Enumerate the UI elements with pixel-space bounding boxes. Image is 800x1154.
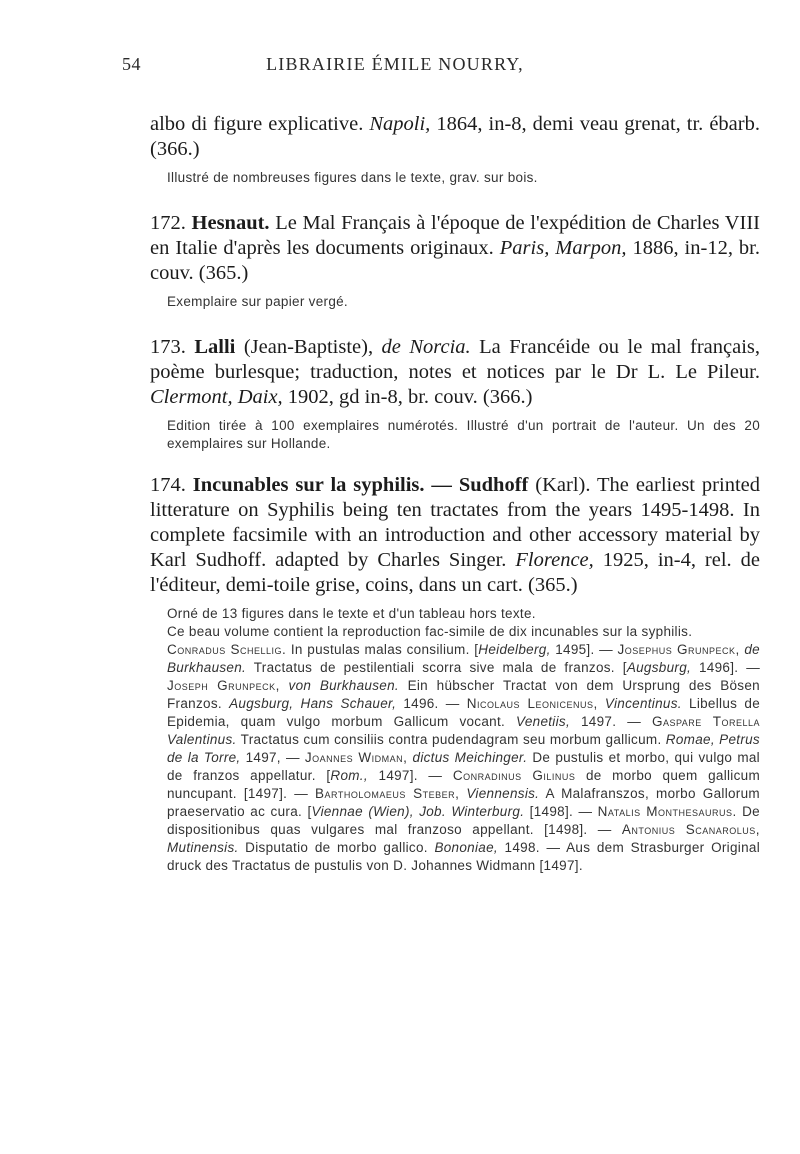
incunable-title: Tractatus cum consiliis contra pudendagram seu morbum gallicum. [236, 732, 666, 747]
incunable-imprint: Augsburg, [626, 660, 692, 675]
entry-note [167, 169, 760, 187]
incunable-imprint: Viennae (Wien), Job. Winterburg. [311, 804, 525, 819]
incunable-title: A Malafranszos, morbo Gallorum praeservatio ac cura. [ [167, 786, 760, 819]
entry-author-forename: (Karl). [528, 474, 591, 496]
incunable-author-origin: dictus Meichinger. [412, 750, 528, 765]
incunable-date: [1498]. — [524, 804, 598, 819]
entry-text [150, 473, 760, 598]
incunable-author-origin: Valentinus. [167, 732, 237, 747]
catalogue-entry-174 [150, 473, 760, 875]
incunable-date: 1496]. — [691, 660, 760, 675]
entry-note [167, 417, 760, 453]
entry-number: 173. [150, 336, 186, 358]
incunable-title: de morbo quem gallicum nuncupant. [1497]. — [167, 768, 761, 801]
entry-title: Le Mal Français à l'époque de l'expédition de Charles VIII en Italie d'après les documents originaux. [150, 212, 761, 259]
incunable-date: 1495]. — [550, 642, 618, 657]
page-number: 54 [122, 54, 141, 74]
entry-continuation [150, 112, 760, 187]
entry-title: The earliest printed litterature on Syphilis being ten tractates from the years 1495-1498. In complete facsimile with an introduction and other accessory material by Karl Sudhoff. adapted by Charles Singer. [150, 474, 760, 571]
incunable-author-origin: Mutinensis. [167, 840, 239, 855]
entry-note [167, 605, 760, 875]
incunable-author: Joannes Widman, [304, 750, 408, 765]
entry-details: 1864, in-8, demi veau grenat, tr. ébarb. (366.) [150, 113, 760, 160]
entry-author: Incunables sur la syphilis. — Sudhoff [192, 474, 529, 496]
incunable-date: 1497. — [570, 714, 652, 729]
entry-note [167, 293, 760, 311]
entry-author: Hesnaut. [191, 212, 270, 234]
incunables-list [167, 641, 760, 875]
incunable-imprint: Romae, Petrus de la Torre, [167, 732, 760, 765]
imprint-place: Clermont, Daix, [150, 386, 283, 408]
entry-details: 1886, in-12, br. couv. (365.) [150, 237, 760, 284]
incunable-date: 1497, — [240, 750, 305, 765]
incunable-imprint: Heidelberg, [478, 642, 551, 657]
entry-title: La Francéide ou le mal français, poème burlesque; traduction, notes et notices par le Dr L. Le Pileur. [150, 336, 761, 383]
incunable-imprint: Augsburg, Hans Schauer, [229, 696, 397, 711]
entry-number: 172. [150, 212, 186, 234]
imprint-place: Paris, Marpon, [499, 237, 627, 259]
incunable-author: Conradus Schellig. [167, 642, 287, 657]
incunable-author: Antonius Scanarolus, [621, 822, 760, 837]
incunable-author: Conradinus Gilinus [452, 768, 576, 783]
incunable-title: Libellus de Epidemia, quam vulgo morbum Gallicum vocant. [167, 696, 761, 729]
note-text: Ce beau volume contient la reproduction fac-simile de dix incunables sur la syphilis. [167, 624, 693, 639]
incunable-author-origin: von Burkhausen. [288, 678, 399, 693]
incunable-title: Tractatus de pestilentiali scorra sive mala de franzos. [ [246, 660, 627, 675]
entry-text [150, 335, 760, 410]
running-head: LIBRAIRIE ÉMILE NOURRY, [266, 54, 524, 74]
entry-number: 174. [150, 474, 186, 496]
catalogue-entry-172 [150, 211, 760, 311]
incunable-title: De pustulis et morbo, qui vulgo mal de franzos appellatur. [ [167, 750, 760, 783]
incunable-date: 1497]. — [367, 768, 453, 783]
incunable-author: Joseph Grunpeck, [167, 678, 280, 693]
incunable-imprint: Rom., [330, 768, 368, 783]
page-header [122, 54, 668, 78]
entry-text [150, 211, 760, 286]
note-text: Edition tirée à 100 exemplaires numérotés. Illustré d'un portrait de l'auteur. Un des 20 exemplaires sur Hollande. [167, 418, 760, 451]
incunable-text [598, 696, 605, 711]
entry-text: albo di figure explicative. [150, 113, 370, 135]
incunable-title: Ein hübscher Tractat von dem Ursprung des Bösen Franzos. [167, 678, 760, 711]
entry-details: 1925, in-4, rel. de l'éditeur, demi-toile grise, coins, dans un cart. (365.) [150, 549, 760, 596]
catalogue-body [150, 112, 760, 875]
incunable-date: 1498. — Aus dem Strasburger Original druck des Tractatus de pustulis von D. Johannes Widmann [1497]. [167, 840, 760, 873]
incunable-title: Disputatio de morbo gallico. [238, 840, 435, 855]
incunable-author: Bartholomaeus Steber, [315, 786, 460, 801]
incunable-imprint: Bononiae, [434, 840, 498, 855]
incunable-author: Natalis Monthesaurus. [597, 804, 737, 819]
entry-continuation-text [150, 112, 760, 162]
incunable-title: De dispositionibus quas vulgares mal franzoso appellant. [1498]. — [167, 804, 760, 837]
incunable-imprint: Venetiis, [516, 714, 571, 729]
incunable-author: Nicolaus Leonicenus, [466, 696, 598, 711]
note-text: Illustré de nombreuses figures dans le texte, grav. sur bois. [167, 170, 538, 185]
incunable-text [280, 678, 289, 693]
catalogue-entry-173 [150, 335, 760, 453]
note-text: Orné de 13 figures dans le texte et d'un tableau hors texte. [167, 606, 536, 621]
incunable-author-origin: Vincentinus. [604, 696, 682, 711]
note-text: Exemplaire sur papier vergé. [167, 294, 348, 309]
entry-author: Lalli [194, 336, 236, 358]
incunable-author: Gaspare Torella [651, 714, 760, 729]
imprint-place: Florence, [515, 549, 594, 571]
incunable-author-origin: Viennensis. [466, 786, 540, 801]
incunable-author: Josephus Grunpeck, [617, 642, 740, 657]
imprint-place: Napoli, [369, 113, 431, 135]
entry-author-forename: (Jean-Baptiste), [235, 336, 382, 358]
incunable-title: In pustulas malas consilium. [ [286, 642, 479, 657]
incunable-date: 1496. — [396, 696, 467, 711]
entry-author-origin: de Norcia. [381, 336, 471, 358]
entry-details: 1902, gd in-8, br. couv. (366.) [282, 386, 533, 408]
incunable-author-origin: de Burkhausen. [167, 642, 760, 675]
